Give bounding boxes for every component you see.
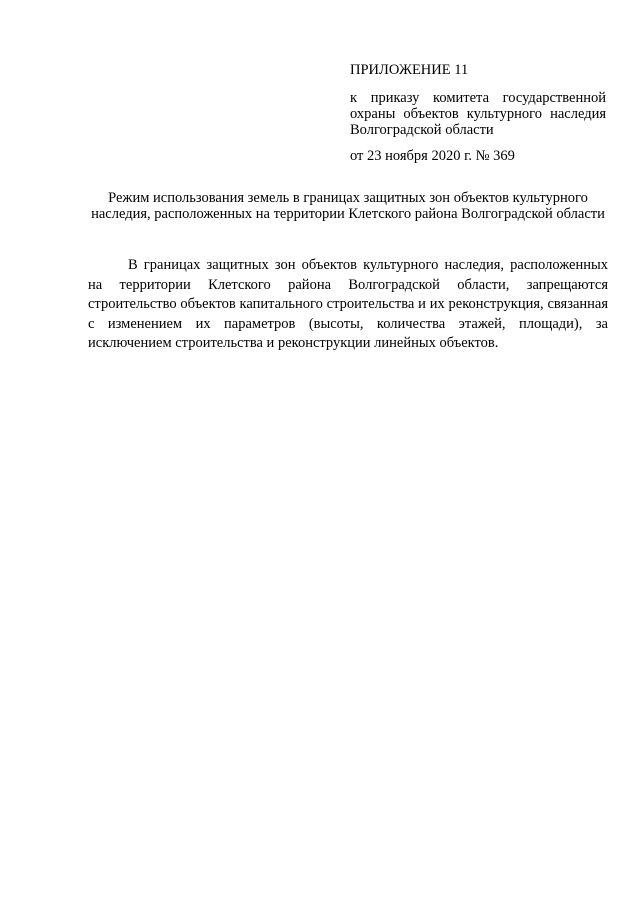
document-heading: Режим использования земель в границах защитных зон объектов культурного наследия, расположенных на территории Клетского района Волгоградской области <box>91 190 605 222</box>
body-paragraph: В границах защитных зон объектов культурного наследия, расположенных на территории Клетского района Волгоградской области, запрещаются строительство объектов капитального строительства и их реконструкция, связанная с изменением их параметров (высоты, количества этажей, площади), за исключением строительства и реконструкции линейных объектов. <box>88 257 608 351</box>
annex-block <box>350 62 606 164</box>
annex-date: от 23 ноября 2020 г. № 369 <box>350 148 515 164</box>
annex-title: ПРИЛОЖЕНИЕ 11 <box>350 62 469 78</box>
annex-order-reference: к приказу комитета государственной охраны объектов культурного наследия Волгоградской области <box>350 90 606 138</box>
